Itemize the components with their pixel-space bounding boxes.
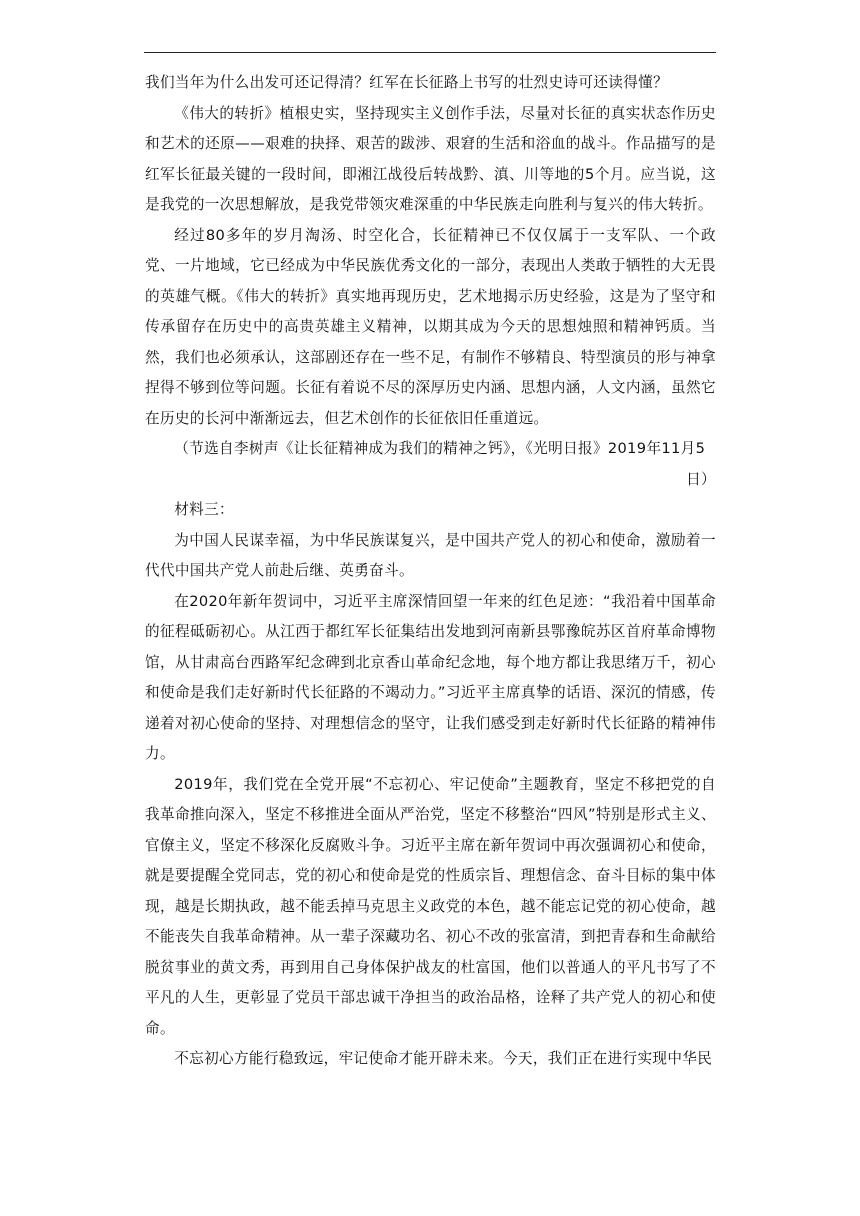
paragraph-turning-point: 《伟大的转折》植根史实，坚持现实主义创作手法，尽量对长征的真实状态作历史和艺术的还原——艰难的抉择、艰苦的跋涉、艰窘的生活和浴血的战斗。作品描写的是红军长征最关键的一段时间，即湘江战役后转战黔、滇、川等地的5个月。应当说，这是我党的一次思想解放，是我党带领灾难深重的中华民族走向胜利与复兴的伟大转折。 xyxy=(145,104,716,213)
material-heading: 材料三： xyxy=(174,501,234,518)
citation-line: （节选自李树声《让长征精神成为我们的精神之钙》，《光明日报》2019年11月5 xyxy=(174,440,706,457)
header-rule xyxy=(144,52,716,53)
paragraph-2019-campaign: 2019年，我们党在全党开展“不忘初心、牢记使命”主题教育，坚定不移把党的自我革命推向深入，坚定不移推进全面从严治党，坚定不移整治“四风”特别是形式主义、官僚主义，坚定不移深化反腐败斗争。习近平主席在新年贺词中再次强调初心和使命，就是要提醒全党同志，党的初心和使命是党的性质宗旨、理想信念、奋斗目标的集中体现，越是长期执政，越不能丢掉马克思主义政党的本色，越不能忘记党的初心使命，越不能丧失自我革命精神。从一辈子深藏功名、初心不改的张富清，到把青春和生命献给脱贫事业的黄文秀，再到用自己身体保护战友的杜富国，他们以普通人的平凡书写了不平凡的人生，更彰显了党员干部忠诚干净担当的政治品格，诠释了共产党人的初心和使命。 xyxy=(145,775,716,1037)
paragraph-future: 不忘初心方能行稳致远，牢记使命才能开辟未来。今天，我们正在进行实现中华民 xyxy=(174,1050,713,1067)
paragraph-mission: 为中国人民谋幸福，为中华民族谋复兴，是中国共产党人的初心和使命，激励着一代代中国共产党人前赴后继、英勇奋斗。 xyxy=(145,531,716,579)
citation-tail: 日） xyxy=(686,470,716,488)
document-body xyxy=(145,68,716,1075)
paragraph-continuation: 我们当年为什么出发可还记得清？红军在长征路上书写的壮烈史诗可还读得懂？ xyxy=(145,74,669,91)
paragraph-new-year-address: 在2020年新年贺词中，习近平主席深情回望一年来的红色足迹：“我沿着中国革命的征程砥砺初心。从江西于都红军长征集结出发地到河南新县鄂豫皖苏区首府革命博物馆，从甘肃高台西路军纪念碑到北京香山革命纪念地，每个地方都让我思绪万千，初心和使命是我们走好新时代长征路的不竭动力。”习近平主席真挚的话语、深沉的情感，传递着对初心使命的坚持、对理想信念的坚守，让我们感受到走好新时代长征路的精神伟力。 xyxy=(145,592,716,762)
paragraph-long-march-spirit: 经过80多年的岁月淘汤、时空化合，长征精神已不仅仅属于一支军队、一个政党、一片地域，它已经成为中华民族优秀文化的一部分，表现出人类敢于牺牲的大无畏的英雄气概。《伟大的转折》真实地再现历史，艺术地揭示历史经验，这是为了坚守和传承留存在历史中的高贵英雄主义精神，以期其成为今天的思想烛照和精神钙质。当然，我们也必须承认，这部剧还存在一些不足，有制作不够精良、特型演员的形与神拿捏得不够到位等问题。长征有着说不尽的深厚历史内涵、思想内涵，人文内涵，虽然它在历史的长河中渐渐远去，但艺术创作的长征依旧任重道远。 xyxy=(145,226,716,427)
